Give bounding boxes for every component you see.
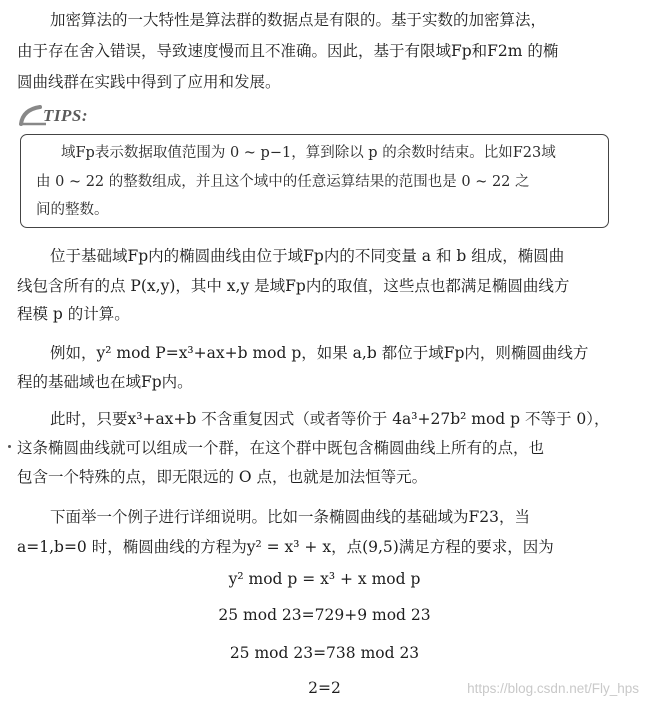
text-line: a=1,b=0 时，椭圆曲线的方程为y² = x³ + x，点(9,5)满足方程的要求，因为 [17,538,554,556]
text-line: 位于基础域Fp内的椭圆曲线由位于域Fp内的不同变量 a 和 b 组成，椭圆曲 [50,247,565,265]
tips-text-line: 间的整数。 [36,202,109,218]
tips-header [18,104,618,126]
equation: 25 mod 23=738 mod 23 [229,644,420,662]
text-line: 由于存在舍入错误，导致速度慢而且不准确。因此，基于有限域Fp和F2m 的椭 [17,42,559,60]
equation: 2=2 [308,679,341,697]
tips-box [20,134,609,228]
text-line: 这条椭圆曲线就可以组成一个群，在这个群中既包含椭圆曲线上所有的点，也 [17,439,545,457]
text-line: 线包含所有的点 P(x,y)，其中 x,y 是域Fp内的取值，这些点也都满足椭圆曲线方 [17,277,570,295]
watermark: https://blog.csdn.net/Fly_hps [467,681,639,696]
text-line: 圆曲线群在实践中得到了应用和发展。 [17,73,281,91]
text-line: 此时，只要x³+ax+b 不含重复因式（或者等价于 4a³+27b² mod p 不等于 0）， [50,410,610,428]
tips-text-line: 域Fp表示数据取值范围为 0 ~ p−1，算到除以 p 的余数时结束。比如F23域 [61,145,556,161]
equation: 25 mod 23=729+9 mod 23 [218,606,431,624]
text-line: 下面举一个例子进行详细说明。比如一条椭圆曲线的基础域为F23，当 [50,508,530,526]
margin-dot [8,445,11,448]
text-line: 程的基础域也在域Fp内。 [17,373,193,391]
text-line: 包含一个特殊的点，即无限远的 O 点，也就是加法恒等元。 [17,468,428,486]
tips-text-line: 由 0 ~ 22 的整数组成，并且这个域中的任意运算结果的范围也是 0 ~ 22 之 [36,174,530,190]
text-line: 程模 p 的计算。 [17,305,130,323]
text-line: 例如，y² mod P=x³+ax+b mod p，如果 a,b 都位于域Fp内，则椭圆曲线方 [50,344,589,362]
tips-label: TIPS: [43,106,88,125]
equation: y² mod p = x³ + x mod p [228,570,421,588]
text-line: 加密算法的一大特性是算法群的数据点是有限的。基于实数的加密算法， [50,11,547,29]
